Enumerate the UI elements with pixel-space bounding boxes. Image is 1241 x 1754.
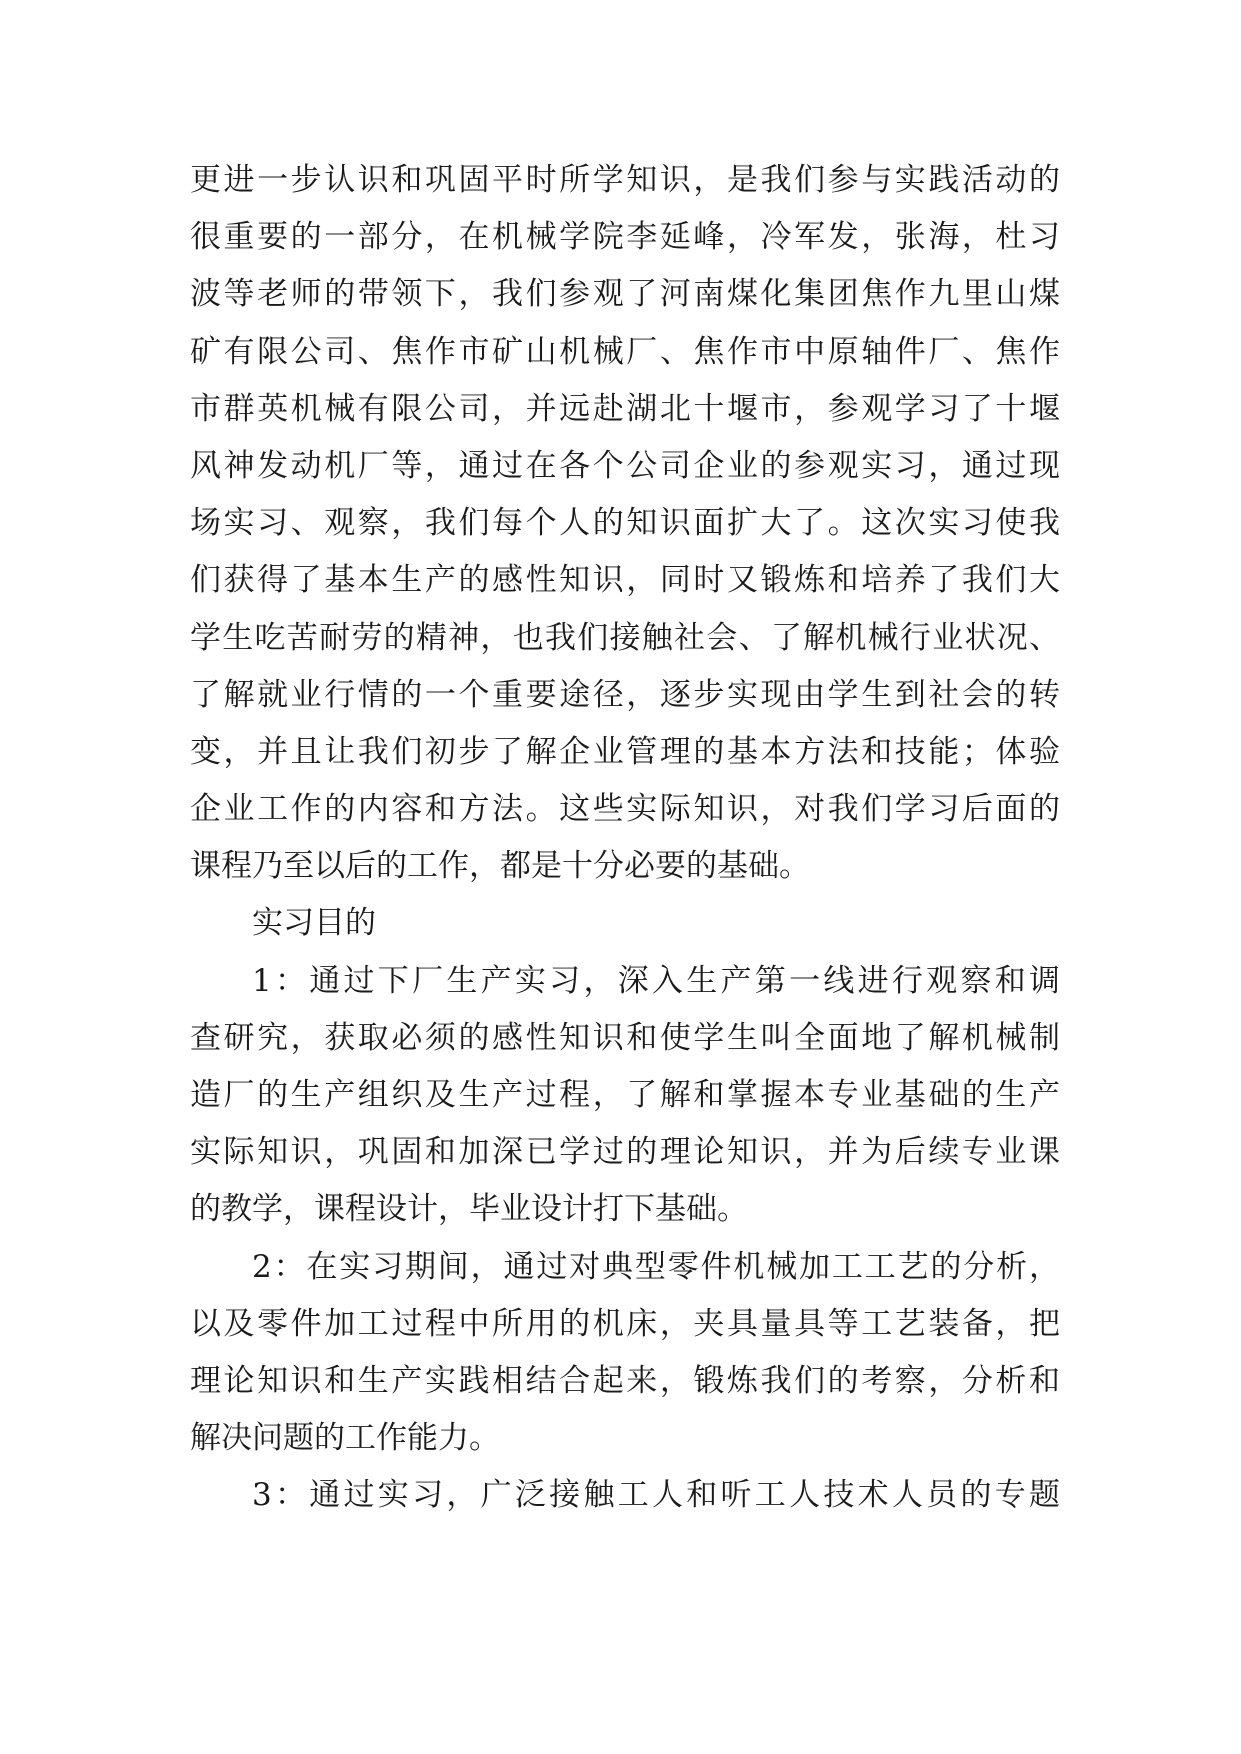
text-line: 风神发动机厂等，通过在各个公司企业的参观实习，通过现 [190,447,1060,484]
text-line: 实际知识，巩固和加深已学过的理论知识，并为后续专业课 [190,1134,1060,1171]
text-line: 了解就业行情的一个重要途径，逐步实现由学生到社会的转 [190,676,1060,713]
text-line: 2：在实习期间，通过对典型零件机械加工工艺的分析， [252,1248,1060,1285]
text-line: 课程乃至以后的工作，都是十分必要的基础。 [190,848,810,885]
text-line: 场实习、观察，我们每个人的知识面扩大了。这次实习使我 [190,505,1060,542]
text-line: 的教学，课程设计，毕业设计打下基础。 [190,1191,748,1228]
text-line: 以及零件加工过程中所用的机床，夹具量具等工艺装备，把 [190,1305,1060,1342]
text-line: 1：通过下厂生产实习，深入生产第一线进行观察和调 [252,962,1060,999]
text-line: 市群英机械有限公司，并远赴湖北十堰市，参观学习了十堰 [190,390,1060,427]
text-line: 变，并且让我们初步了解企业管理的基本方法和技能；体验 [190,733,1060,770]
text-line: 解决问题的工作能力。 [190,1420,500,1457]
text-line: 理论知识和生产实践相结合起来，锻炼我们的考察，分析和 [190,1362,1060,1399]
text-line: 们获得了基本生产的感性知识，同时又锻炼和培养了我们大 [190,562,1060,599]
text-line: 学生吃苦耐劳的精神，也我们接触社会、了解机械行业状况、 [190,619,1060,656]
text-line: 波等老师的带领下，我们参观了河南煤化集团焦作九里山煤 [190,276,1060,313]
text-line: 矿有限公司、焦作市矿山机械厂、焦作市中原轴件厂、焦作 [190,333,1060,370]
text-line: 企业工作的内容和方法。这些实际知识，对我们学习后面的 [190,791,1060,828]
text-line: 很重要的一部分，在机械学院李延峰，冷军发，张海，杜习 [190,219,1060,256]
body-text [190,152,1060,1525]
text-line: 更进一步认识和巩固平时所学知识，是我们参与实践活动的 [190,162,1060,198]
text-line: 造厂的生产组织及生产过程，了解和掌握本专业基础的生产 [190,1077,1060,1113]
text-line: 3：通过实习，广泛接触工人和听工人技术人员的专题 [252,1477,1060,1514]
section-heading: 实习目的 [252,905,376,942]
text-line: 查研究，获取必须的感性知识和使学生叫全面地了解机械制 [190,1019,1060,1056]
